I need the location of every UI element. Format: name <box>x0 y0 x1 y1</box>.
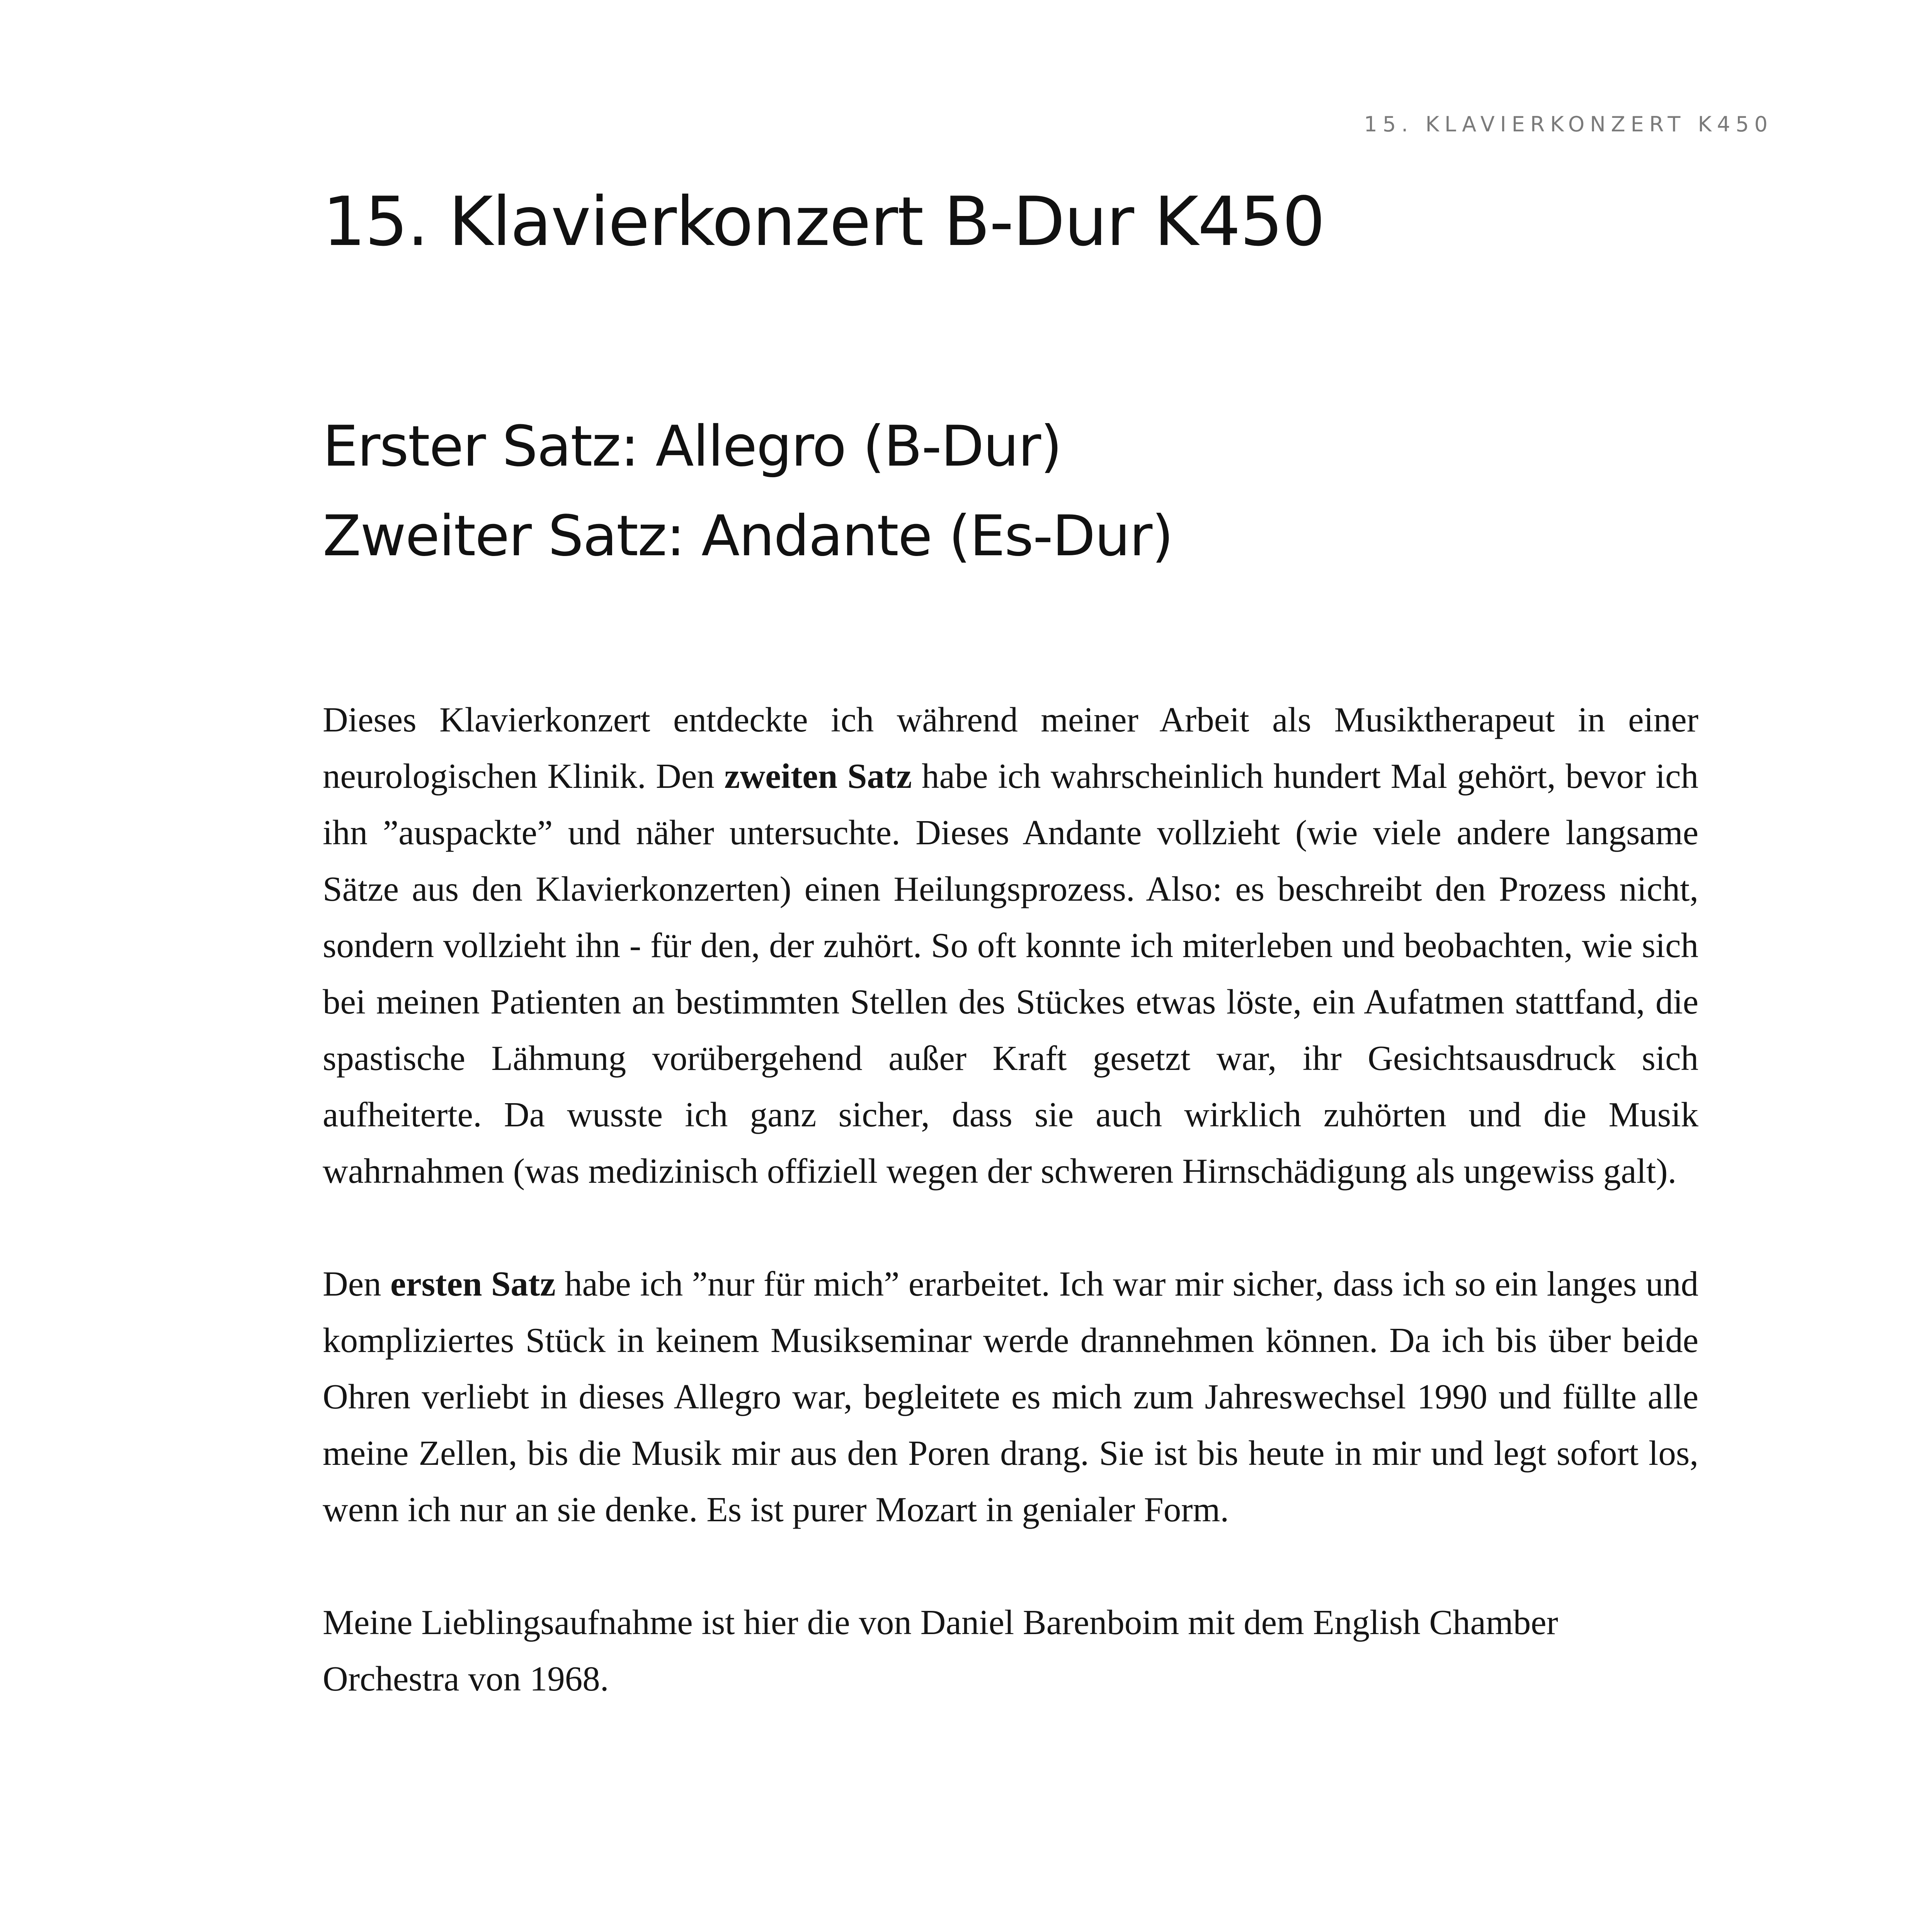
emphasis-ersten-satz: ersten Satz <box>390 1264 556 1303</box>
movement-heading-first: Erster Satz: Allegro (B-Dur) <box>323 414 1062 479</box>
emphasis-zweiten-satz: zweiten Satz <box>724 757 912 796</box>
paragraph-text: Dieses Klavierkonzert entdeckte ich während meiner Arbeit als Musiktherapeut in einer neurologischen Klinik. Den <box>323 700 1698 796</box>
movement-list <box>323 402 1173 581</box>
chapter-title: 15. Klavierkonzert B-Dur K450 <box>323 183 1325 261</box>
body-text <box>323 692 1698 1764</box>
running-header: 15. KLAVIERKONZERT K450 <box>1364 112 1773 136</box>
paragraph-second-movement <box>323 692 1698 1199</box>
movement-heading-second: Zweiter Satz: Andante (Es-Dur) <box>323 503 1173 569</box>
paragraph-text: Den <box>323 1264 390 1303</box>
paragraph-favorite-recording: Meine Lieblingsaufnahme ist hier die von Daniel Barenboim mit dem English Chamber Orchestra von 1968. <box>323 1603 1558 1698</box>
paragraph-text: habe ich ”nur für mich” erarbeitet. Ich war mir sicher, dass ich so ein langes und kompliziertes Stück in keinem Musikseminar werde drannehmen können. Da ich bis über beide Ohren verliebt in dieses Allegro war, begleitete es mich zum Jahreswechsel 1990 und füllte alle meine Zellen, bis die Musik mir aus den Poren drang. Sie ist bis heute in mir und legt sofort los, wenn ich nur an sie denke. Es ist purer Mozart in genialer Form. <box>323 1264 1699 1529</box>
paragraph-first-movement <box>323 1256 1698 1538</box>
paragraph-text: habe ich wahrscheinlich hundert Mal gehört, bevor ich ihn ”auspackte” und näher untersuchte. Dieses Andante vollzieht (wie viele andere langsame Sätze aus den Klavierkonzerten) einen Heilungsprozess. Also: es beschreibt den Prozess nicht, sondern vollzieht ihn - für den, der zuhört. So oft konnte ich miterleben und beobachten, wie sich bei meinen Patienten an bestimmten Stellen des Stückes etwas löste, ein Aufatmen stattfand, die spastische Lähmung vorübergehend außer Kraft gesetzt war, ihr Gesichtsausdruck sich aufheiterte. Da wusste ich ganz sicher, dass sie auch wirklich zuhörten und die Musik wahrnahmen (was medizinisch offiziell wegen der schweren Hirnschädigung als ungewiss galt). <box>323 757 1698 1190</box>
